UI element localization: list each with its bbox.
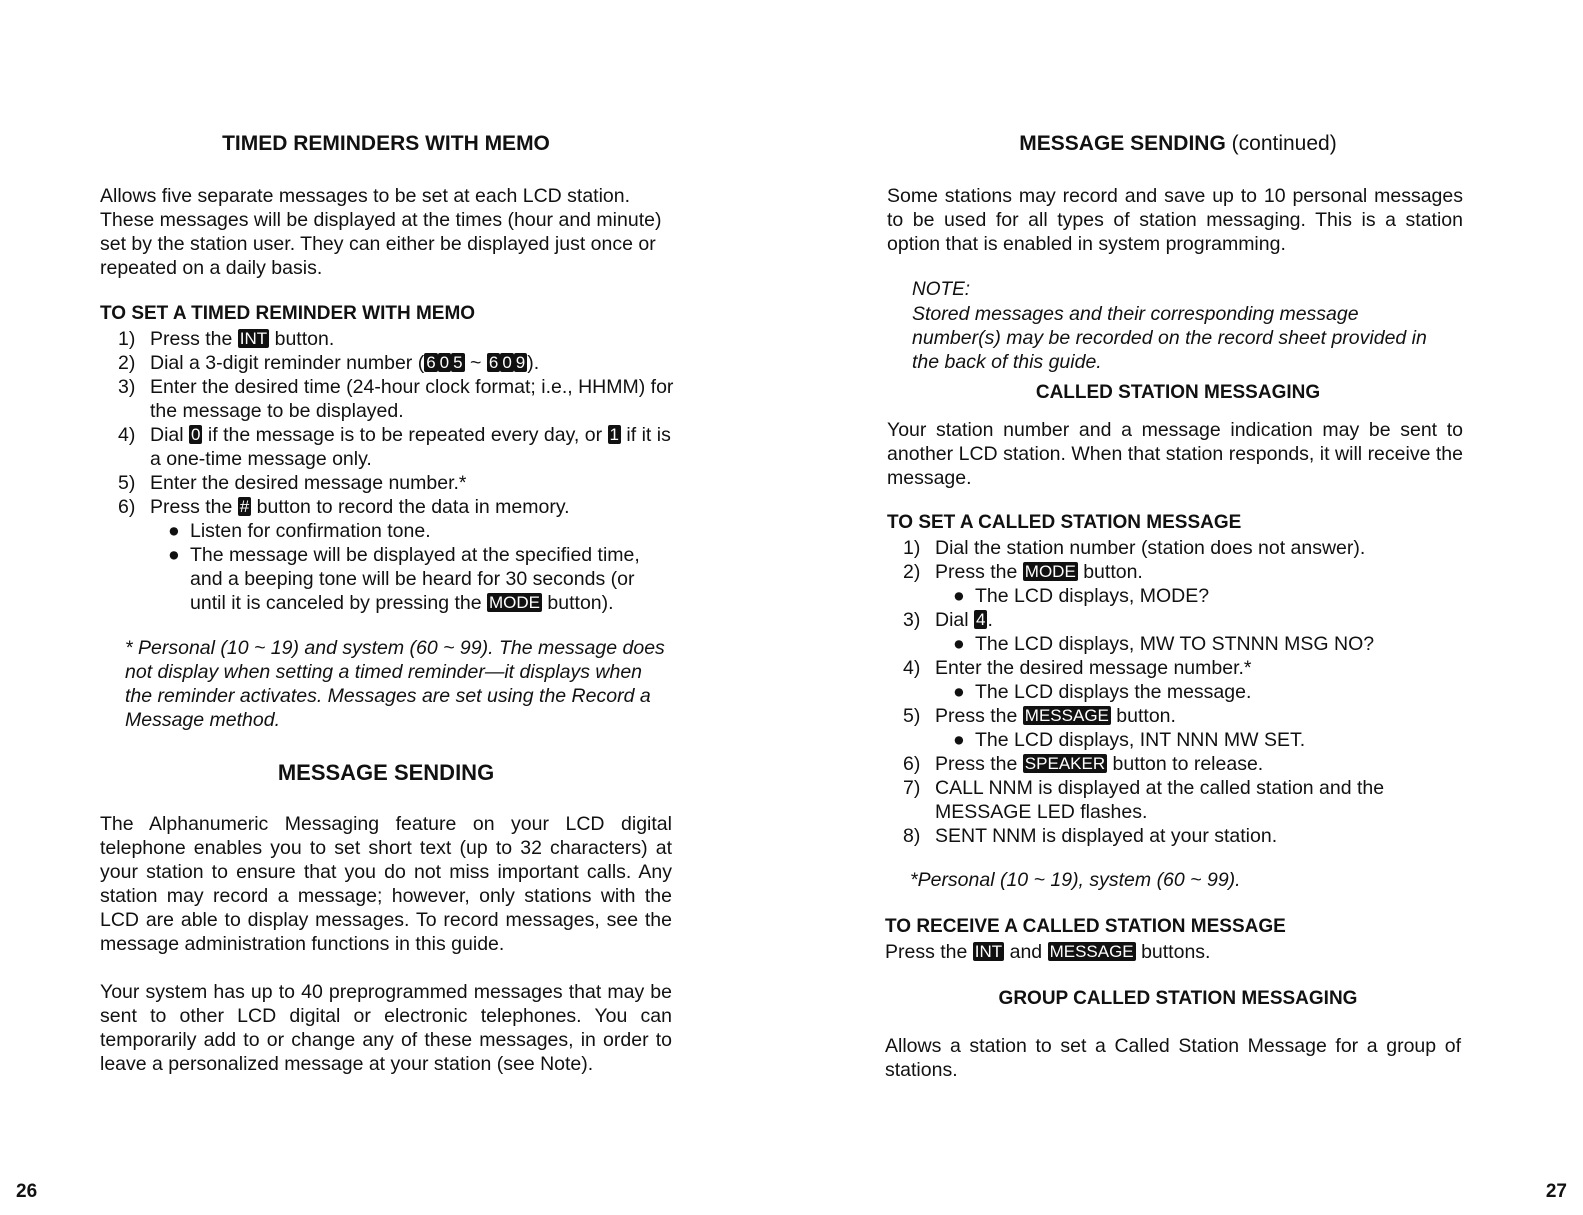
int-key-icon: INT	[974, 942, 1003, 961]
step-text: Dial the station number (station does not answer).	[935, 537, 1366, 559]
digit-key-icon: 5	[453, 353, 463, 372]
step-number: 8)	[903, 825, 921, 847]
section-title-text: MESSAGE SENDING	[1019, 132, 1226, 155]
step-text: CALL NNM is displayed at the called station and the MESSAGE LED flashes.	[935, 777, 1385, 823]
digit-key-icon: 6	[488, 353, 499, 372]
bullet-text: The message will be displayed at the specified time, and a beeping tone will be heard for 30 seconds (or until it is canceled by pressing the	[190, 544, 640, 614]
step-number: 7)	[903, 777, 921, 799]
step-number: 1)	[903, 537, 921, 559]
bullet-item	[118, 543, 674, 615]
step-text: .	[987, 609, 993, 631]
step-text: SENT NNM is displayed at your station.	[935, 825, 1278, 847]
left-page	[0, 0, 790, 1215]
step-7	[903, 776, 1463, 824]
step-4	[903, 656, 1463, 680]
page-number: 27	[1545, 1181, 1567, 1202]
step-number: 2)	[118, 352, 136, 374]
step-number: 3)	[903, 609, 921, 631]
bullet-item	[903, 680, 1463, 704]
bullet-text: Listen for confirmation tone.	[190, 520, 431, 542]
bullet-icon: ●	[953, 729, 965, 751]
range-separator: ~	[464, 352, 487, 374]
receive-text: Press the	[885, 941, 973, 963]
receive-text: buttons.	[1135, 941, 1211, 963]
section-title-timed-reminders: TIMED REMINDERS WITH MEMO	[222, 132, 550, 155]
reminder-steps	[118, 327, 674, 615]
bullet-text: button).	[542, 592, 614, 614]
mode-key-icon: MODE	[489, 593, 540, 612]
bullet-text: The LCD displays the message.	[975, 681, 1252, 703]
bullet-text: The LCD displays, MW TO STNNN MSG NO?	[975, 633, 1375, 655]
step-number: 6)	[903, 753, 921, 775]
step-5	[118, 471, 674, 495]
message-sending-paragraph-2: Your system has up to 40 preprogrammed messages that may be sent to other LCD digital or electronic telephones. You can temporarily add to or change any of these messages, in order to leave a personalized message at your station (see Note).	[100, 981, 672, 1075]
message-key-icon: MESSAGE	[1049, 942, 1134, 961]
note-text: Stored messages and their corresponding message number(s) may be recorded on the record sheet provided in the back of this guide.	[912, 303, 1427, 373]
step-1	[118, 327, 674, 351]
step-number: 5)	[118, 472, 136, 494]
step-text: Press the	[935, 561, 1023, 583]
step-text: Press the	[935, 753, 1023, 775]
step-text: Enter the desired time (24-hour clock format; i.e., HHMM) for the message to be displayed.	[150, 376, 674, 422]
bullet-text: The LCD displays, INT NNN MW SET.	[975, 729, 1306, 751]
step-text: Dial	[150, 424, 190, 446]
step-5	[903, 704, 1463, 728]
bullet-icon: ●	[168, 544, 180, 566]
step-text: Enter the desired message number.*	[150, 472, 467, 494]
step-number: 6)	[118, 496, 136, 518]
step-text: if it is a one-time message only.	[150, 424, 671, 470]
bullet-item	[903, 584, 1463, 608]
subsection-title-called-station: CALLED STATION MESSAGING	[1035, 382, 1321, 403]
personal-messages-paragraph: Some stations may record and save up to 10 personal messages to be used for all types of station messaging. This is a station option that is enabled in system programming.	[887, 185, 1463, 255]
step-text: button to record the data in memory.	[251, 496, 570, 518]
digit-key-icon: 6	[426, 353, 436, 372]
step-text: button.	[1110, 705, 1176, 727]
bullet-icon: ●	[953, 585, 965, 607]
mode-key-icon: MODE	[1024, 562, 1076, 581]
step-number: 4)	[118, 424, 136, 446]
bullet-item	[118, 519, 674, 543]
subheading-set-called-station: TO SET A CALLED STATION MESSAGE	[887, 512, 1242, 533]
section-title-message-sending-continued	[888, 132, 1468, 156]
message-key-icon: MESSAGE	[1024, 706, 1109, 725]
step-text: Press the	[150, 496, 238, 518]
bullet-item	[903, 728, 1463, 752]
bullet-item	[903, 632, 1463, 656]
int-key-icon: INT	[239, 329, 268, 348]
step-number: 1)	[118, 328, 136, 350]
bullet-icon: ●	[168, 520, 180, 542]
step-2	[118, 351, 674, 375]
footnote: *Personal (10 ~ 19), system (60 ~ 99).	[910, 869, 1241, 891]
step-2	[903, 560, 1463, 584]
digit-key-icon: 0	[502, 353, 512, 372]
step-6	[903, 752, 1463, 776]
step-text: Press the	[150, 328, 238, 350]
step-3	[118, 375, 674, 423]
section-title-message-sending: MESSAGE SENDING	[277, 760, 495, 785]
step-text: Dial	[935, 609, 975, 631]
receive-text: and	[1004, 941, 1048, 963]
step-text: ).	[527, 352, 540, 374]
digit-key-icon: 9	[515, 353, 526, 372]
bullet-icon: ●	[953, 681, 965, 703]
footnote: * Personal (10 ~ 19) and system (60 ~ 99). The message does not display when setting a timed reminder—it displays when the reminder activates. Messages are set using the Record a Message method.	[125, 637, 665, 731]
digit-key-icon: 0	[191, 425, 201, 444]
step-4	[118, 423, 674, 471]
page-number: 26	[16, 1181, 38, 1202]
step-3	[903, 608, 1463, 632]
step-text: button.	[1077, 561, 1143, 583]
continued-label: (continued)	[1231, 132, 1337, 155]
step-number: 4)	[903, 657, 921, 679]
step-8	[903, 824, 1463, 848]
note-label: NOTE:	[912, 279, 971, 300]
group-called-station-paragraph: Allows a station to set a Called Station Message for a group of stations.	[885, 1035, 1461, 1081]
called-station-steps	[903, 536, 1463, 848]
step-text: Press the	[935, 705, 1023, 727]
right-page	[790, 0, 1583, 1215]
step-text: Dial a 3-digit reminder number (	[150, 352, 425, 374]
intro-paragraph: Allows five separate messages to be set at each LCD station. These messages will be displayed at the times (hour and minute) set by the station user. They can either be displayed just once or repeated on a daily basis.	[100, 185, 662, 279]
called-station-paragraph: Your station number and a message indication may be sent to another LCD station. When that station responds, it will receive the message.	[887, 419, 1463, 489]
digit-key-icon: 0	[439, 353, 450, 372]
receive-instructions	[885, 940, 1465, 964]
step-text: button to release.	[1107, 753, 1264, 775]
bullet-text: The LCD displays, MODE?	[975, 585, 1210, 607]
digit-key-icon: 1	[609, 425, 619, 444]
message-sending-paragraph-1: The Alphanumeric Messaging feature on your LCD digital telephone enables you to set short text (up to 32 characters) at your station to ensure that you do not miss important calls. Any station may record a message; however, only stations with the LCD are able to display messages. To record messages, see the message administration functions in this guide.	[100, 813, 672, 955]
speaker-key-icon: SPEAKER	[1024, 754, 1106, 773]
subheading-set-reminder: TO SET A TIMED REMINDER WITH MEMO	[100, 303, 476, 324]
step-6	[118, 495, 674, 519]
step-number: 2)	[903, 561, 921, 583]
bullet-icon: ●	[953, 633, 965, 655]
step-number: 3)	[118, 376, 136, 398]
step-text: if the message is to be repeated every day, or	[202, 424, 608, 446]
step-number: 5)	[903, 705, 921, 727]
pound-key-icon: #	[239, 497, 250, 516]
subsection-title-group-called-station: GROUP CALLED STATION MESSAGING	[998, 988, 1358, 1009]
digit-key-icon: 4	[976, 610, 986, 629]
subheading-receive-called-station: TO RECEIVE A CALLED STATION MESSAGE	[885, 916, 1286, 937]
step-1	[903, 536, 1463, 560]
step-text: button.	[269, 328, 335, 350]
step-text: Enter the desired message number.*	[935, 657, 1252, 679]
